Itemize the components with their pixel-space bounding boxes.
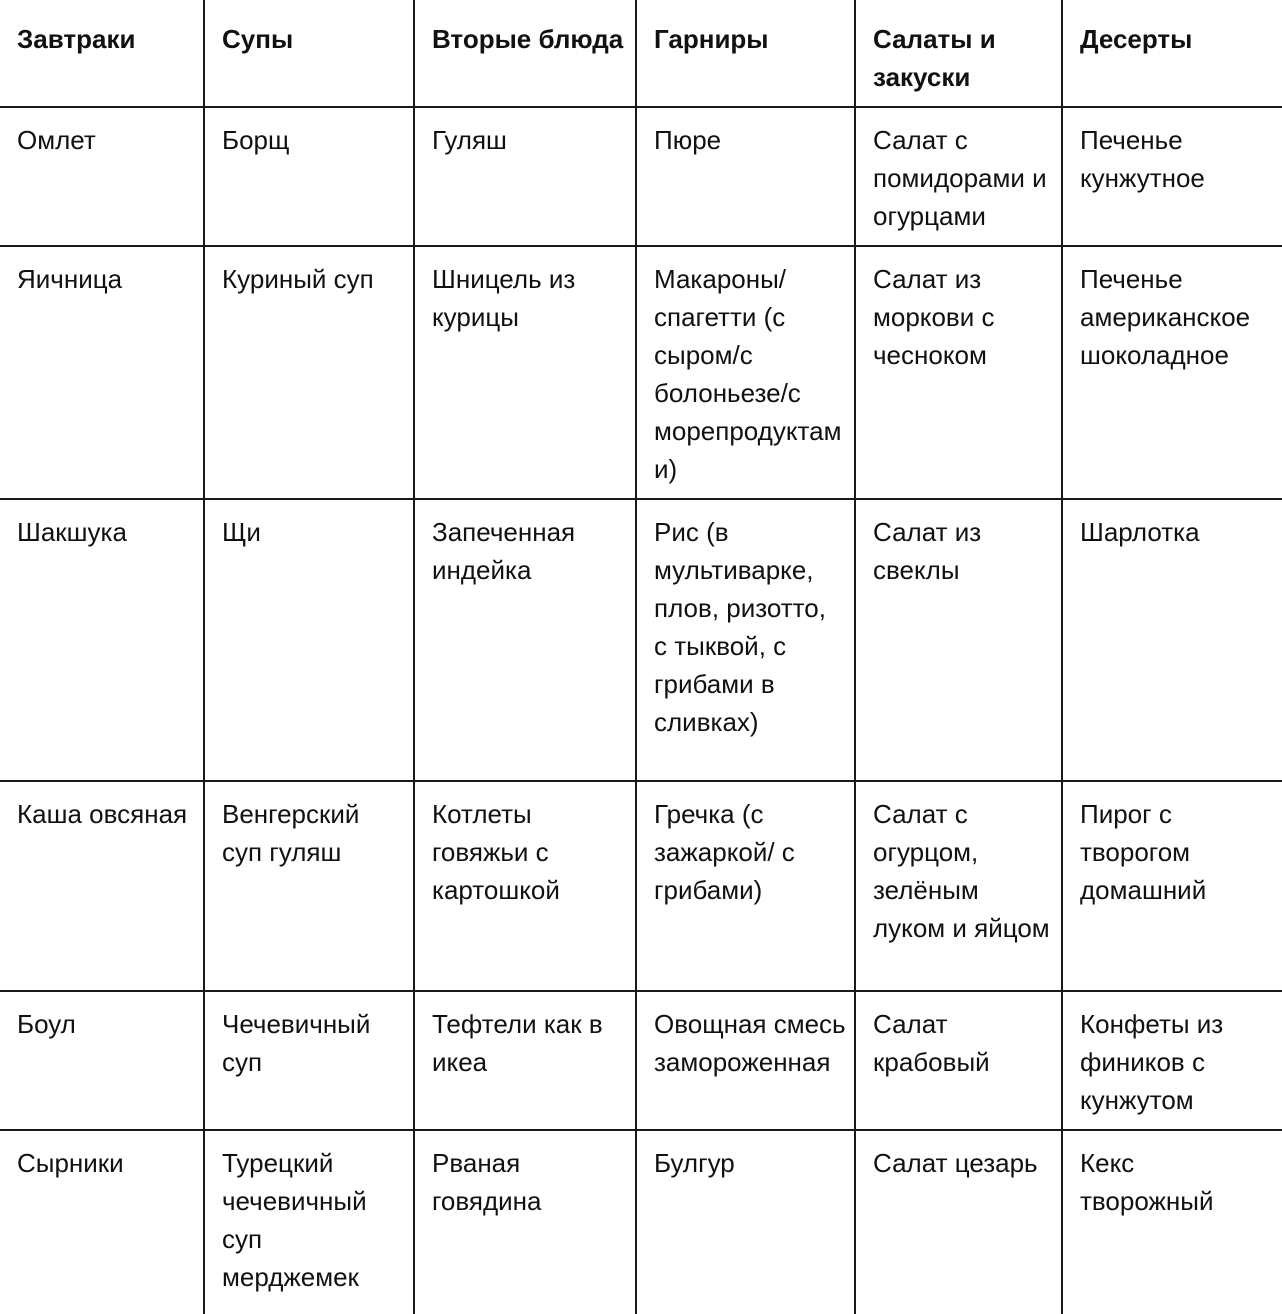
table-cell: Омлет: [0, 107, 204, 246]
header-breakfasts: Завтраки: [0, 0, 204, 107]
table-cell: Венгерский суп гуляш: [204, 781, 414, 991]
table-cell: Сырники: [0, 1130, 204, 1314]
table-cell: Яичница: [0, 246, 204, 499]
table-row: [0, 1130, 1282, 1314]
table-cell: Котлеты говяжьи с картошкой: [414, 781, 636, 991]
table-cell: Гречка (с зажаркой/ с грибами): [636, 781, 855, 991]
table-cell: Конфеты из фиников с кунжутом: [1062, 991, 1282, 1130]
table-cell: Борщ: [204, 107, 414, 246]
table-row: [0, 499, 1282, 781]
table-cell: Турецкий чечевичный суп мерджемек: [204, 1130, 414, 1314]
table-cell: Салат из моркови с чесноком: [855, 246, 1062, 499]
table-row: [0, 781, 1282, 991]
header-main-courses: Вторые блюда: [414, 0, 636, 107]
table-cell: Рис (в мультиварке, плов, ризотто, с тыквой, с грибами в сливках): [636, 499, 855, 781]
header-salads: Салаты и закуски: [855, 0, 1062, 107]
table-cell: Салат из свеклы: [855, 499, 1062, 781]
table-cell: Шницель из курицы: [414, 246, 636, 499]
table-cell: Овощная смесь замороженная: [636, 991, 855, 1130]
table-row: [0, 246, 1282, 499]
table-cell: Шакшука: [0, 499, 204, 781]
header-row: [0, 0, 1282, 107]
table-cell: Печенье кунжутное: [1062, 107, 1282, 246]
table-cell: Булгур: [636, 1130, 855, 1314]
table-cell: Пирог с творогом домашний: [1062, 781, 1282, 991]
table-header: [0, 0, 1282, 107]
table-cell: Салат с огурцом, зелёным луком и яйцом: [855, 781, 1062, 991]
table-cell: Салат с помидорами и огурцами: [855, 107, 1062, 246]
table-cell: Кекс творожный: [1062, 1130, 1282, 1314]
header-soups: Супы: [204, 0, 414, 107]
table-row: [0, 107, 1282, 246]
table-cell: Боул: [0, 991, 204, 1130]
table-cell: Макароны/спагетти (с сыром/с болоньезе/с морепродуктами): [636, 246, 855, 499]
table-cell: Шарлотка: [1062, 499, 1282, 781]
table-cell: Чечевичный суп: [204, 991, 414, 1130]
table-cell: Куриный суп: [204, 246, 414, 499]
table-cell: Тефтели как в икеа: [414, 991, 636, 1130]
table-cell: Салат крабовый: [855, 991, 1062, 1130]
table-body: [0, 107, 1282, 1314]
table-cell: Запеченная индейка: [414, 499, 636, 781]
table-cell: Пюре: [636, 107, 855, 246]
table-cell: Щи: [204, 499, 414, 781]
table-row: [0, 991, 1282, 1130]
header-side-dishes: Гарниры: [636, 0, 855, 107]
table-cell: Рваная говядина: [414, 1130, 636, 1314]
table-cell: Каша овсяная: [0, 781, 204, 991]
table-cell: Салат цезарь: [855, 1130, 1062, 1314]
table-cell: Печенье американское шоколадное: [1062, 246, 1282, 499]
table-cell: Гуляш: [414, 107, 636, 246]
header-desserts: Десерты: [1062, 0, 1282, 107]
